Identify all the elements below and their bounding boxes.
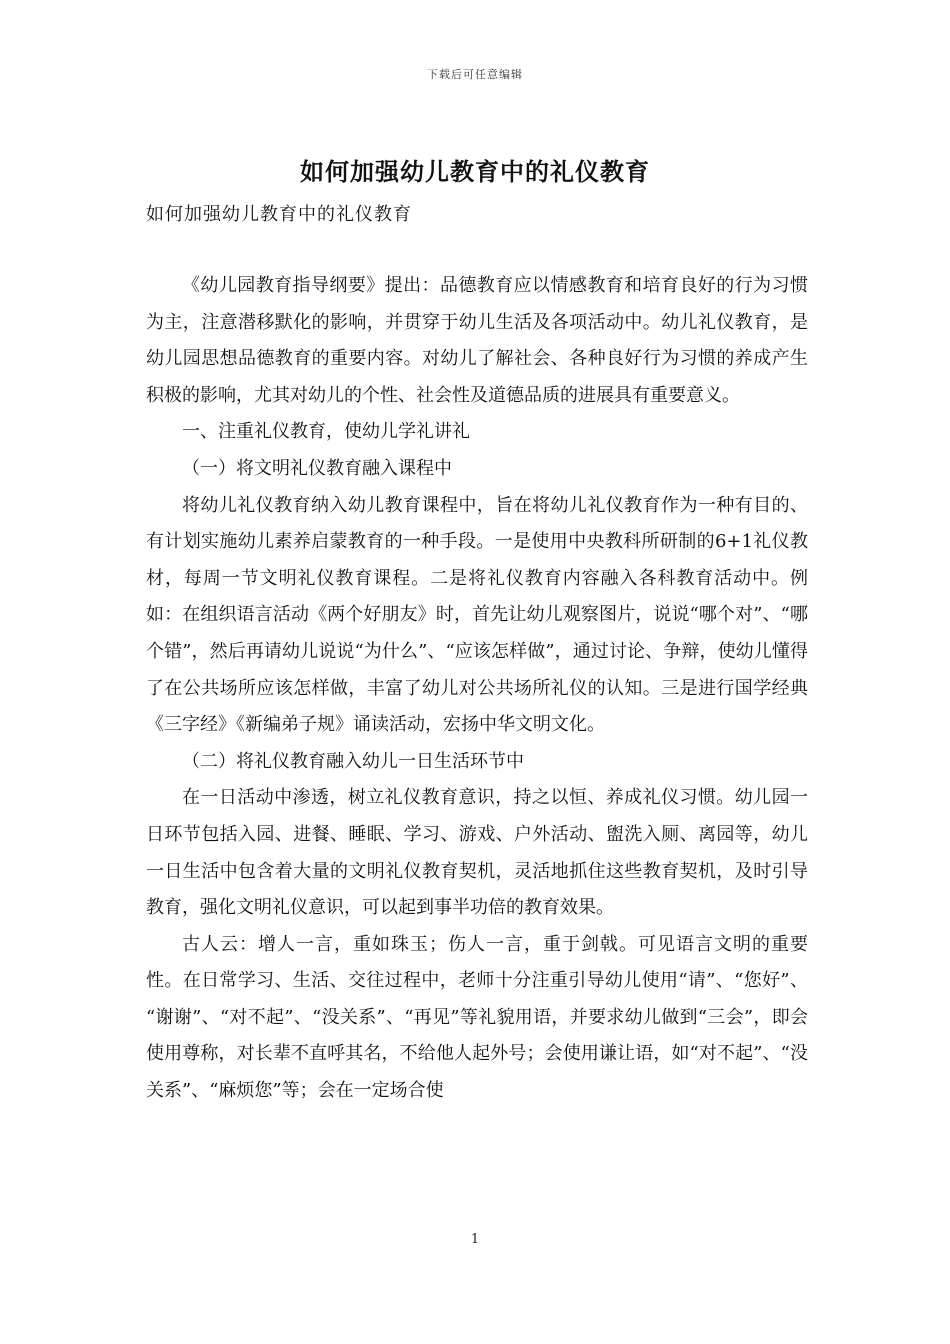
paragraph-daily-life: 在一日活动中渗透，树立礼仪教育意识，持之以恒、养成礼仪习惯。幼儿园一日环节包括入园、进餐、睡眠、学习、游戏、户外活动、盥洗入厕、离园等，幼儿一日生活中包含着大量的文明礼仪教育契机，灵活地抓住这些教育契机，及时引导教育，强化文明礼仪意识，可以起到事半功倍的教育效果。 xyxy=(146,787,808,919)
document-subtitle: 如何加强幼儿教育中的礼仪教育 xyxy=(146,204,412,225)
document-body xyxy=(146,268,808,1110)
subsection-heading-1: （一）将文明礼仪教育融入课程中 xyxy=(182,457,452,479)
page-number: 1 xyxy=(470,1232,480,1247)
subsection-heading-2: （二）将礼仪教育融入幼儿一日生活环节中 xyxy=(182,750,524,772)
paragraph-intro: 《幼儿园教育指导纲要》提出：品德教育应以情感教育和培育良好的行为习惯为主，注意潜移默化的影响，并贯穿于幼儿生活及各项活动中。幼儿礼仪教育，是幼儿园思想品德教育的重要内容。对幼儿了解社会、各种良好行为习惯的养成产生积极的影响，尤其对幼儿的个性、社会性及道德品质的进展具有重要意义。 xyxy=(146,275,808,406)
page-header: 下载后可任意编辑 xyxy=(427,68,523,81)
section-heading-1: 一、注重礼仪教育，使幼儿学礼讲礼 xyxy=(182,421,470,443)
document-title: 如何加强幼儿教育中的礼仪教育 xyxy=(300,157,650,186)
paragraph-curriculum: 将幼儿礼仪教育纳入幼儿教育课程中，旨在将幼儿礼仪教育作为一种有目的、有计划实施幼儿素养启蒙教育的一种手段。一是使用中央教科所研制的6+1礼仪教材，每周一节文明礼仪教育课程。二是将礼仪教育内容融入各科教育活动中。例如：在组织语言活动《两个好朋友》时，首先让幼儿观察图片，说说“哪个对”、“哪个错”，然后再请幼儿说说“为什么”、“应该怎样做”，通过讨论、争辩，使幼儿懂得了在公共场所应该怎样做，丰富了幼儿对公共场所礼仪的认知。三是进行国学经典《三字经》《新编弟子规》诵读活动，宏扬中华文明文化。 xyxy=(146,494,808,736)
paragraph-language: 古人云：增人一言，重如珠玉；伤人一言，重于剑戟。可见语言文明的重要性。在日常学习、生活、交往过程中，老师十分注重引导幼儿使用“请”、“您好”、 “谢谢”、“对不起”、“没关系”、“再见”等礼貌用语，并要求幼儿做到“三会”，即会使用尊称，对长辈不直呼其名，不给他人起外号；会使用谦让语，如“对不起”、“没关系”、“麻烦您”等；会在一定场合使 xyxy=(146,933,808,1102)
